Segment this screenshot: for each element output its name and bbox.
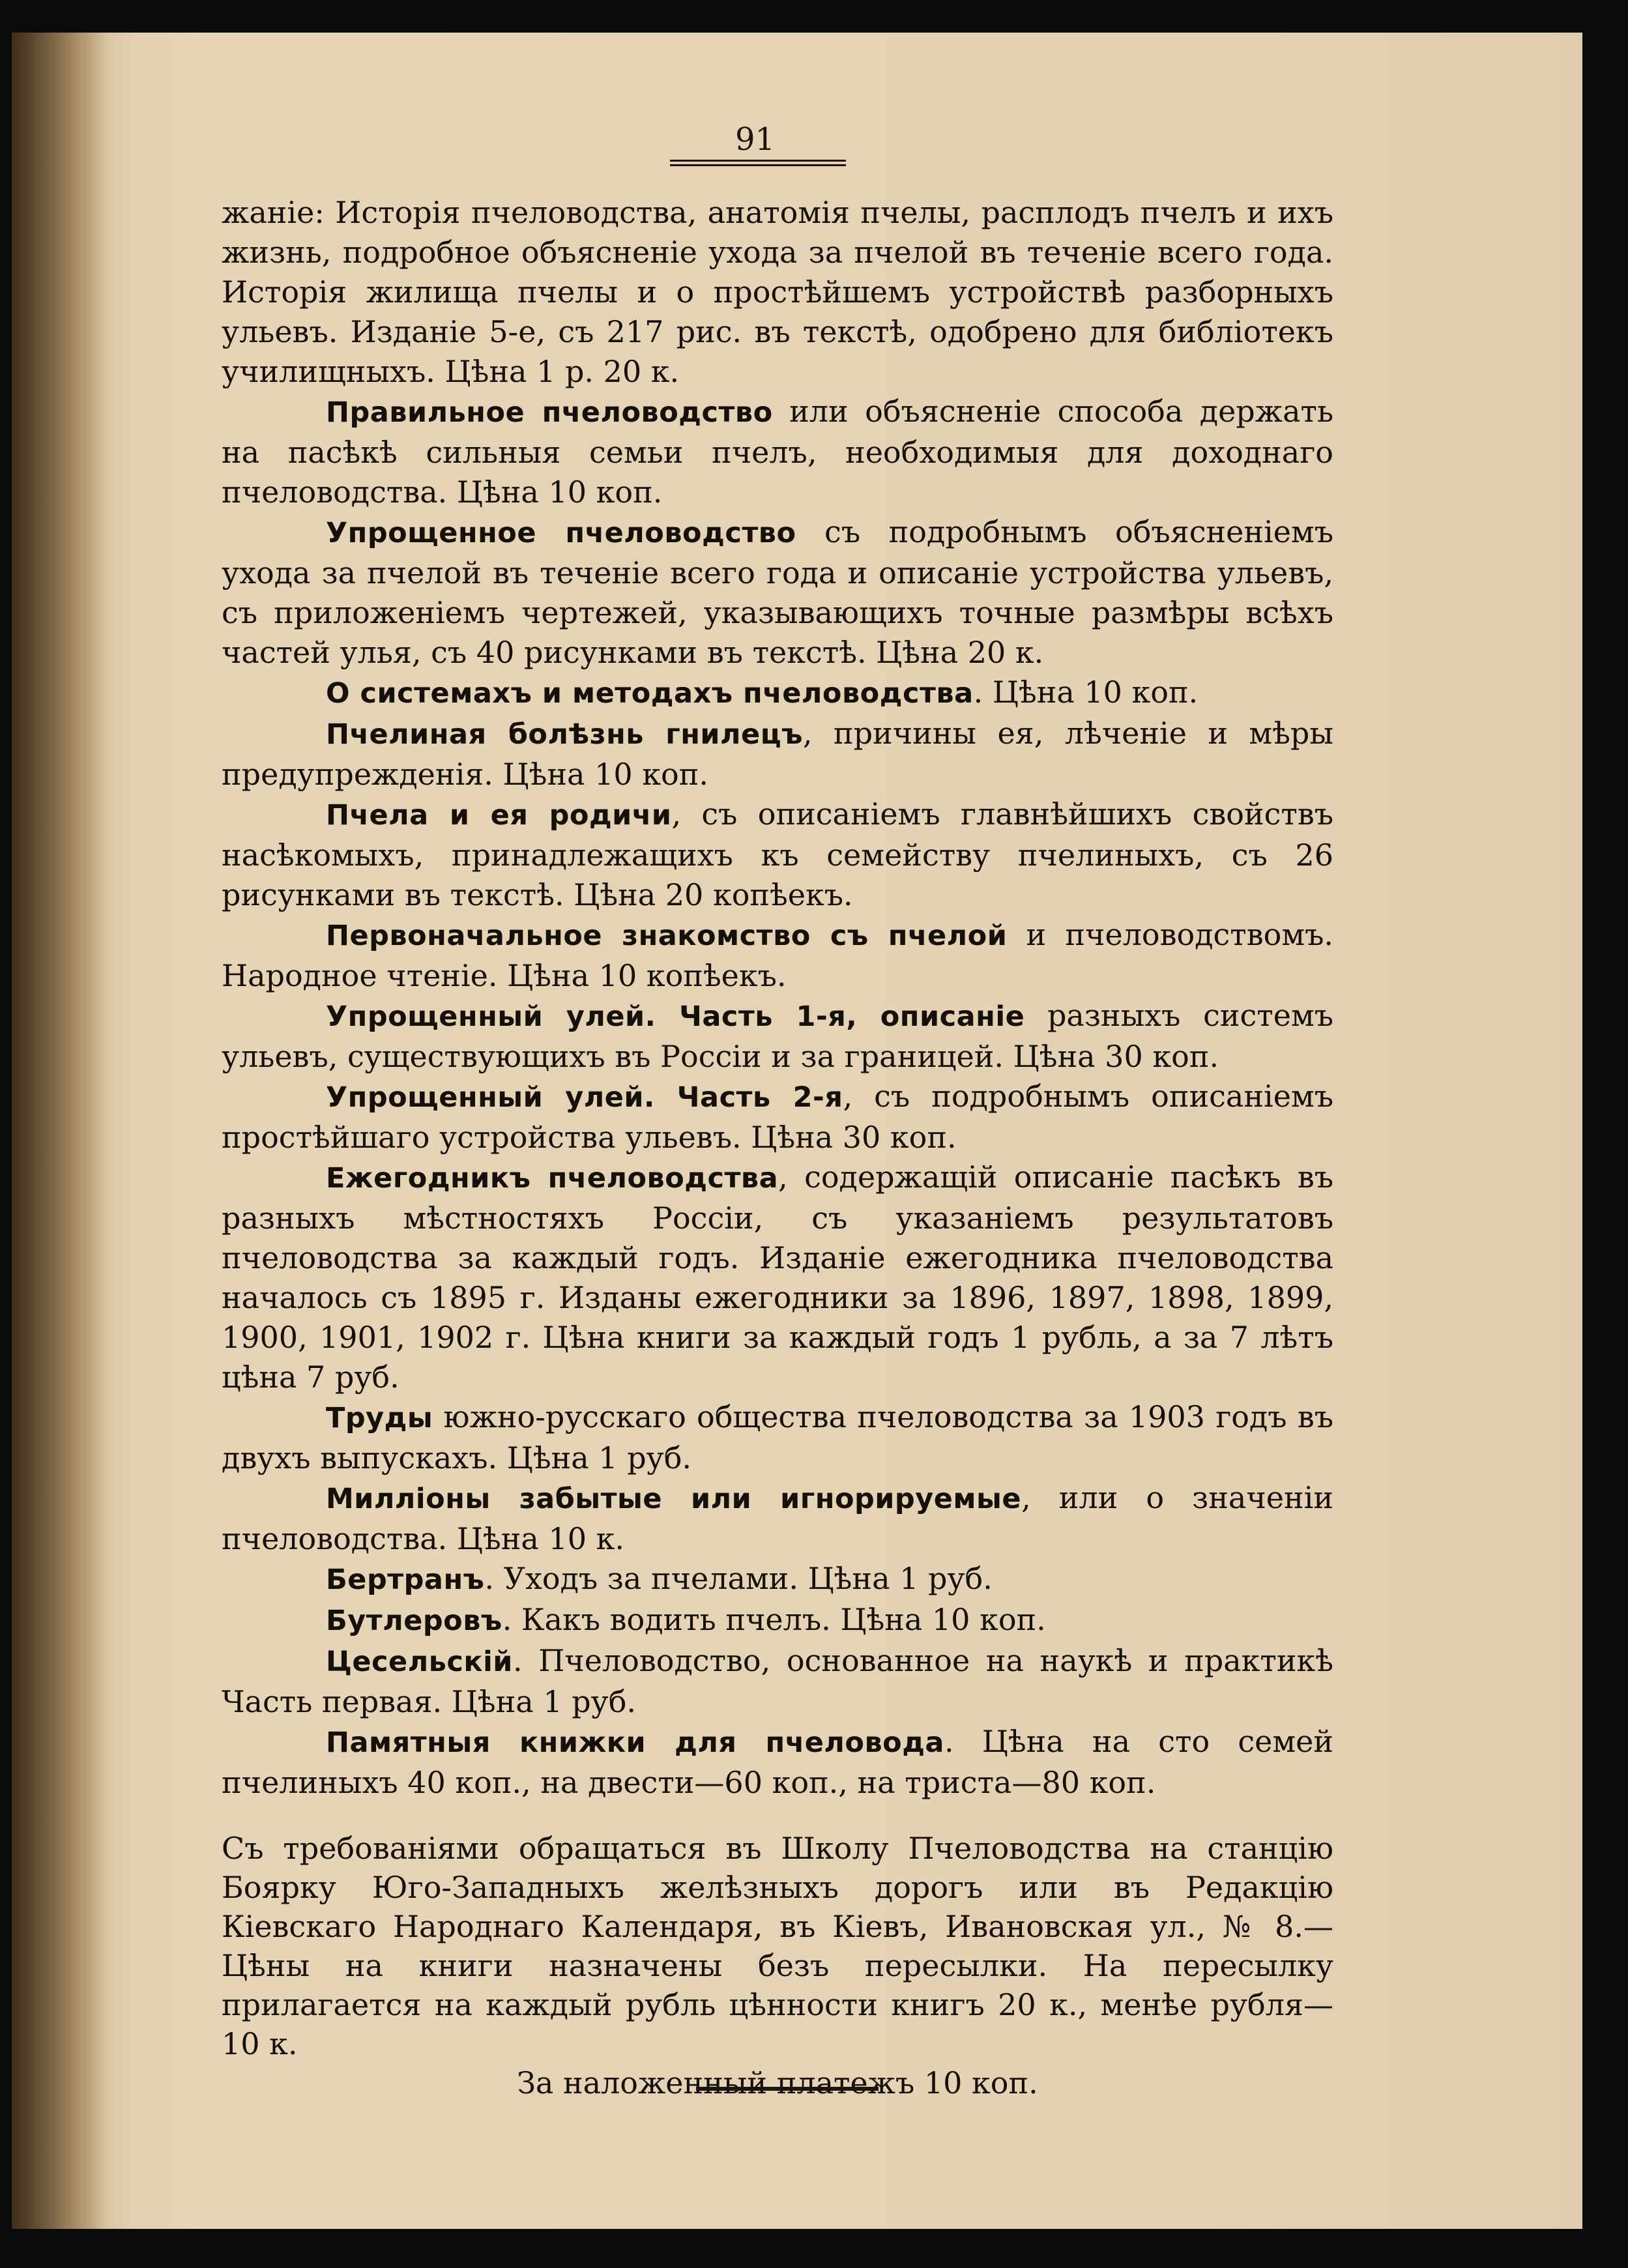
catalog-entry	[222, 392, 1333, 512]
catalog-entry	[222, 512, 1333, 673]
entry-title: Бутлеровъ	[326, 1605, 502, 1637]
entry-text: . Цѣна на сто семей пчелиныхъ 40 коп., на двести—60 коп., на триста—80 коп.	[222, 1724, 1333, 1800]
entry-title: Ежегодникъ пчеловодства	[326, 1162, 779, 1195]
entry-text: съ подробнымъ объясненіемъ ухода за пчелой въ теченіе всего года и описаніе устройства ульевъ, съ приложеніемъ чертежей, указывающихъ точные размѣры всѣхъ частей улья, съ 40 рисунками въ текстѣ. Цѣна 20 к.	[222, 514, 1333, 670]
ordering-notice: Съ требованіями обращаться въ Школу Пчеловодства на станцію Боярку Юго-Западныхъ желѣзныхъ дорогъ или въ Редакцію Кіевскаго Народнаго Календаря, въ Кіевъ, Ивановская ул., № 8.— Цѣны на книги назначены безъ пересылки. На пересылку прилагается на каждый рубль цѣнности книгъ 20 к., менѣе рубля—10 к.	[222, 1831, 1333, 2061]
header-double-rule	[670, 160, 846, 166]
page-spine-shadow	[12, 33, 109, 2229]
entry-title: Первоначальное знакомство съ пчелой	[326, 920, 1008, 952]
catalog-entry	[222, 1559, 1333, 1600]
entry-text: или объясненіе способа держать на пасѣкѣ сильныя семьи пчелъ, необходимыя для доходнаго пчеловодства. Цѣна 10 коп.	[222, 394, 1333, 510]
entry-title: Упрощенный улей. Часть 2-я	[326, 1081, 843, 1114]
entry-text: , съ подробнымъ описаніемъ простѣйшаго устройства ульевъ. Цѣна 30 коп.	[222, 1079, 1333, 1155]
entry-title: Упрощенное пчеловодство	[326, 517, 796, 549]
book-page	[12, 33, 1582, 2229]
entry-title: Бертранъ	[326, 1563, 485, 1596]
entry-title: Цесельскій	[326, 1646, 513, 1678]
entry-text: . Пчеловодство, основанное на наукѣ и практикѣ Часть первая. Цѣна 1 руб.	[222, 1643, 1333, 1719]
entry-text: , причины ея, лѣченіе и мѣры предупрежденія. Цѣна 10 коп.	[222, 716, 1333, 792]
entry-text: и пчеловодствомъ. Народное чтеніе. Цѣна 10 копѣекъ.	[222, 917, 1333, 993]
catalog-entry	[222, 714, 1333, 794]
entry-text: , содержащій описаніе пасѣкъ въ разныхъ мѣстностяхъ Россіи, съ указаніемъ результатовъ пчеловодства за каждый годъ. Изданіе ежегодника пчеловодства началось съ 1895 г. Изданы ежегодники за 1896, 1897, 1898, 1899, 1900, 1901, 1902 г. Цѣна книги за каждый годъ 1 рубль, а за 7 лѣтъ цѣна 7 руб.	[222, 1159, 1334, 1395]
entry-text: разныхъ системъ ульевъ, существующихъ въ Россіи и за границей. Цѣна 30 коп.	[222, 998, 1333, 1074]
catalog-entry	[222, 193, 1333, 392]
end-rule	[696, 2087, 879, 2091]
catalog-entry	[222, 1077, 1333, 1157]
entry-title: Труды	[326, 1402, 433, 1434]
entry-title: Упрощенный улей. Часть 1-я, описаніе	[326, 1000, 1025, 1033]
catalog-entry	[222, 794, 1333, 915]
catalog-entry	[222, 1397, 1333, 1478]
entry-text: . Цѣна 10 коп.	[973, 675, 1199, 710]
page-number: 91	[735, 121, 776, 158]
catalog-text	[222, 193, 1333, 2102]
catalog-entry	[222, 1600, 1333, 1641]
entry-text: . Какъ водить пчелъ. Цѣна 10 коп.	[502, 1602, 1046, 1637]
entry-text: , или о значеніи пчеловодства. Цѣна 10 к.	[222, 1480, 1333, 1556]
catalog-entry	[222, 1641, 1333, 1722]
entry-text: жаніе: Исторія пчеловодства, анатомія пчелы, расплодъ пчелъ и ихъ жизнь, подробное объясненіе ухода за пчелой въ теченіе всего года. Исторія жилища пчелы и о простѣйшемъ устройствѣ разборныхъ ульевъ. Изданіе 5-е, съ 217 рис. въ текстѣ, одобрено для библіотекъ училищныхъ. Цѣна 1 р. 20 к.	[222, 195, 1333, 389]
entry-text: , съ описаніемъ главнѣйшихъ свойствъ насѣкомыхъ, принадлежащихъ къ семейству пчелиныхъ, съ 26 рисунками въ текстѣ. Цѣна 20 копѣекъ.	[222, 796, 1333, 912]
entry-title: Правильное пчеловодство	[326, 396, 773, 429]
entry-title: Памятныя книжки для пчеловода	[326, 1726, 944, 1759]
catalog-entry	[222, 1722, 1333, 1803]
entry-title: Пчела и ея родичи	[326, 799, 672, 832]
entry-text: южно-русскаго общества пчеловодства за 1903 годъ въ двухъ выпускахъ. Цѣна 1 руб.	[222, 1399, 1333, 1476]
entry-title: Милліоны забытые или игнорируемые	[326, 1483, 1022, 1515]
catalog-entry	[222, 915, 1333, 996]
catalog-entry	[222, 673, 1333, 714]
entry-title: Пчелиная болѣзнь гнилецъ	[326, 718, 803, 751]
catalog-entry	[222, 1478, 1333, 1559]
catalog-entry	[222, 1157, 1333, 1397]
cod-notice: За наложенный платежъ 10 коп.	[517, 2065, 1038, 2101]
entry-text: . Уходъ за пчелами. Цѣна 1 руб.	[484, 1561, 993, 1596]
catalog-entry	[222, 996, 1333, 1077]
entry-title: О системахъ и методахъ пчеловодства	[326, 677, 974, 710]
